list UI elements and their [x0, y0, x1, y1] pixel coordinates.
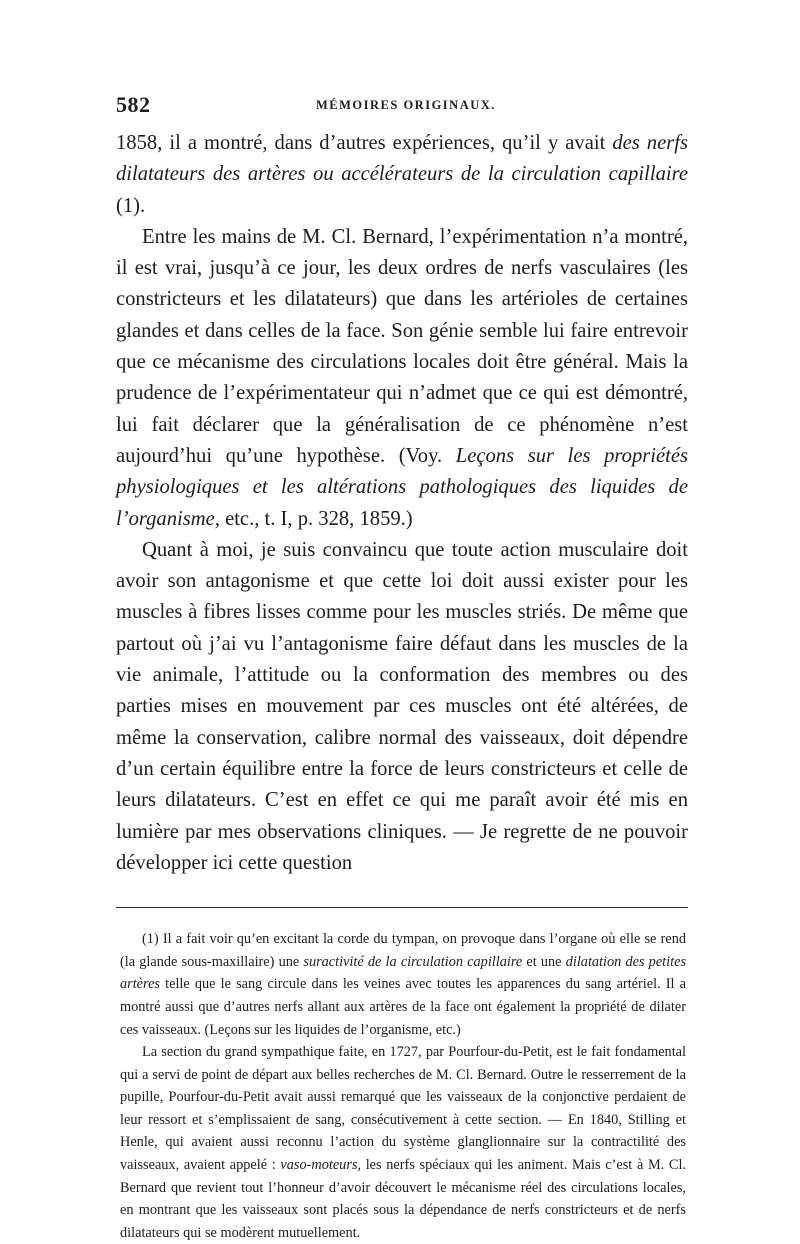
footnote-1-text-b: et une — [522, 953, 566, 970]
footnote-divider — [116, 907, 688, 908]
paragraph-1 — [116, 128, 688, 222]
paragraph-2-text: Entre les mains de M. Cl. Bernard, l’expérimentation n’a montré, il est vrai, jusqu’à ce jour, les deux ordres de nerfs vasculaires (les constricteurs et les dilatateurs) que dans les artérioles de certaines glandes et dans celles de la face. Son génie semble lui faire entrevoir que ce mécanisme des circulations locales doit être général. Mais la prudence de l’expérimentateur qui n’admet que ce qui est démontré, lui fait déclarer que la généralisation de ce phénomène n’est aujourd’hui qu’une hypothèse. (Voy. — [116, 225, 688, 467]
footnotes — [120, 928, 686, 1244]
page-header — [116, 92, 688, 128]
footnote-1-text: (1) Il a fait voir qu’en excitant la corde du tympan, on provoque dans l’organe où elle se rend (la glande sous-maxillaire) une — [120, 931, 686, 970]
paragraph-1-italic: des nerfs dilatateurs des artères ou accélérateurs de la circulation capillaire — [116, 132, 688, 186]
page — [116, 92, 688, 1244]
footnote-1 — [120, 928, 686, 1041]
paragraph-3: Quant à moi, je suis convaincu que toute action musculaire doit avoir son antagonisme et que cette loi doit aussi exister pour les muscles à fibres lisses comme pour les muscles striés. De même que partout où j’ai vu l’antagonisme faire défaut dans les muscles de la vie animale, l’attitude ou la conformation des membres ou des parties mises en mouvement par ces muscles ont été altérées, de même la conservation, calibre normal des vaisseaux, doit dépendre d’un certain équilibre entre la force de leurs constricteurs et celle de leurs dilatateurs. C’est en effet ce qui me paraît avoir été mis en lumière par mes observations cliniques. — Je regrette de ne pouvoir développer ici cette question — [116, 538, 688, 874]
footnote-2-italic: vaso-moteurs, — [280, 1157, 362, 1174]
footnote-ref-1: (1). — [116, 194, 146, 217]
footnote-1-text-c: telle que le sang circule dans les veines avec toutes les apparences du sang artériel. Il a montré aussi que d’autres nerfs allant aux artères de la face ont également la propriété de dilater ces vaisseaux. (Leçons sur les liquides de l’organisme, etc.) — [120, 976, 686, 1038]
paragraph-2-citation: Leçons sur les propriétés physiologiques et les altérations pathologiques des liquides de l’organisme, — [116, 444, 688, 530]
paragraph-2 — [116, 222, 688, 535]
footnote-1-italic-b: dilatation des petites artères — [120, 953, 687, 993]
footnote-2 — [120, 1041, 686, 1244]
body-text — [116, 128, 688, 879]
footnote-2-text-b: les nerfs spéciaux qui les animent. Mais c’est à M. Cl. Bernard que revient tout l’honneur d’avoir découvert le mécanisme réel des circulations locales, en montrant que les vaisseaux sont placés sous la dépendance de nerfs constricteurs et de nerfs dilatateurs qui se modèrent mutuellement. — [120, 1157, 687, 1241]
footnote-2-text: La section du grand sympathique faite, en 1727, par Pourfour-du-Petit, est le fait fondamental qui a servi de point de départ aux belles recherches de M. Cl. Bernard. Outre le resserrement de la pupille, Pourfour-du-Petit avait aussi remarqué que les vaisseaux de la conjonctive perdaient de leur ressort et s’emplissaient de sang, consécutivement à cette section. — En 1840, Stilling et Henle, qui avaient aussi reconnu l’action du système glanglionnaire sur la contractilité des vaisseaux, avaient appelé : — [120, 1044, 686, 1174]
running-head: MÉMOIRES ORIGINAUX. — [316, 98, 496, 112]
paragraph-1-text: 1858, il a montré, dans d’autres expériences, qu’il y avait — [116, 132, 613, 154]
paragraph-2-tail: etc., t. I, p. 328, 1859.) — [219, 507, 413, 530]
page-number: 582 — [116, 92, 151, 117]
footnote-1-italic-a: suractivité de la circulation capillaire — [303, 953, 523, 970]
